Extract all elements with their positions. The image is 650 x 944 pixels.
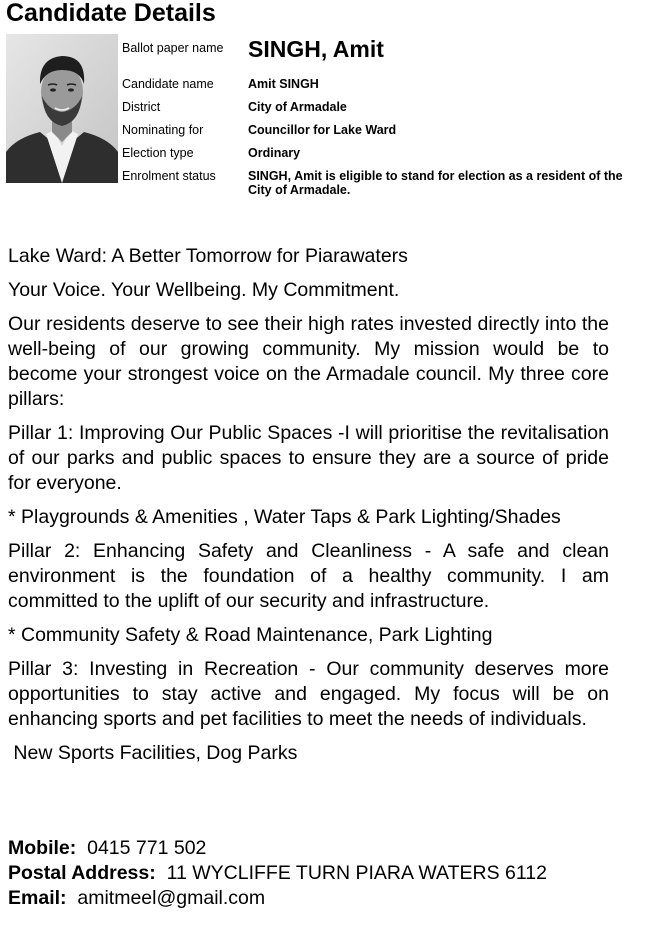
- pillar-2: Pillar 2: Enhancing Safety and Cleanliness - A safe and clean environment is the foundation of a healthy community. I am committed to the uplift of our security and infrastructure.: [8, 540, 609, 612]
- district-value: City of Armadale: [248, 100, 347, 114]
- ballot-label: Ballot paper name: [122, 41, 224, 55]
- pillar-3-items: New Sports Facilities, Dog Parks: [8, 742, 298, 764]
- page-title: Candidate Details: [6, 0, 216, 27]
- ballot-value: SINGH, Amit: [248, 36, 384, 62]
- candidate-name-value: Amit SINGH: [248, 77, 319, 91]
- email-value: amitmeel@gmail.com: [77, 887, 266, 909]
- district-row: [122, 93, 648, 116]
- statement-intro: Our residents deserve to see their high rates invested directly into the well-being of our growing community. My mission would be to become your strongest voice on the Armadale council. My three core pillars:: [8, 313, 609, 410]
- pillar-1: Pillar 1: Improving Our Public Spaces -I will prioritise the revitalisation of our parks and public spaces to ensure they are a source of pride for everyone.: [8, 422, 609, 494]
- postal-line: [8, 861, 608, 886]
- nominating-row: [122, 116, 648, 139]
- election-type-row: [122, 139, 648, 162]
- statement-heading: Lake Ward: A Better Tomorrow for Piarawaters: [8, 245, 408, 267]
- statement-slogan: Your Voice. Your Wellbeing. My Commitment.: [8, 279, 400, 301]
- candidate-photo: [6, 34, 118, 183]
- pillar-1-items: * Playgrounds & Amenities , Water Taps & Park Lighting/Shades: [8, 506, 561, 528]
- mobile-label: Mobile:: [8, 837, 77, 859]
- nominating-label: Nominating for: [122, 123, 204, 137]
- candidate-statement: [8, 244, 609, 775]
- enrolment-value: SINGH, Amit is eligible to stand for election as a resident of the City of Armadale.: [248, 169, 623, 197]
- mobile-line: [8, 836, 608, 861]
- candidate-name-row: [122, 70, 648, 93]
- ballot-row: [122, 34, 648, 70]
- district-label: District: [122, 100, 161, 114]
- candidate-details-table: [122, 34, 648, 197]
- email-label: Email:: [8, 887, 67, 909]
- email-line: [8, 886, 608, 911]
- postal-label: Postal Address:: [8, 862, 156, 884]
- pillar-2-items: * Community Safety & Road Maintenance, Park Lighting: [8, 624, 493, 646]
- postal-value: 11 WYCLIFFE TURN PIARA WATERS 6112: [166, 862, 547, 884]
- candidate-name-label: Candidate name: [122, 77, 214, 91]
- enrolment-row: [122, 162, 648, 197]
- contact-details: [8, 836, 608, 911]
- election-type-label: Election type: [122, 146, 194, 160]
- mobile-value: 0415 771 502: [87, 837, 207, 859]
- enrolment-label: Enrolment status: [122, 169, 216, 183]
- election-type-value: Ordinary: [248, 146, 301, 160]
- portrait-icon: [6, 34, 118, 183]
- nominating-value: Councillor for Lake Ward: [248, 123, 397, 137]
- pillar-3: Pillar 3: Investing in Recreation - Our community deserves more opportunities to stay active and engaged. My focus will be on enhancing sports and pet facilities to meet the needs of individuals.: [8, 658, 609, 730]
